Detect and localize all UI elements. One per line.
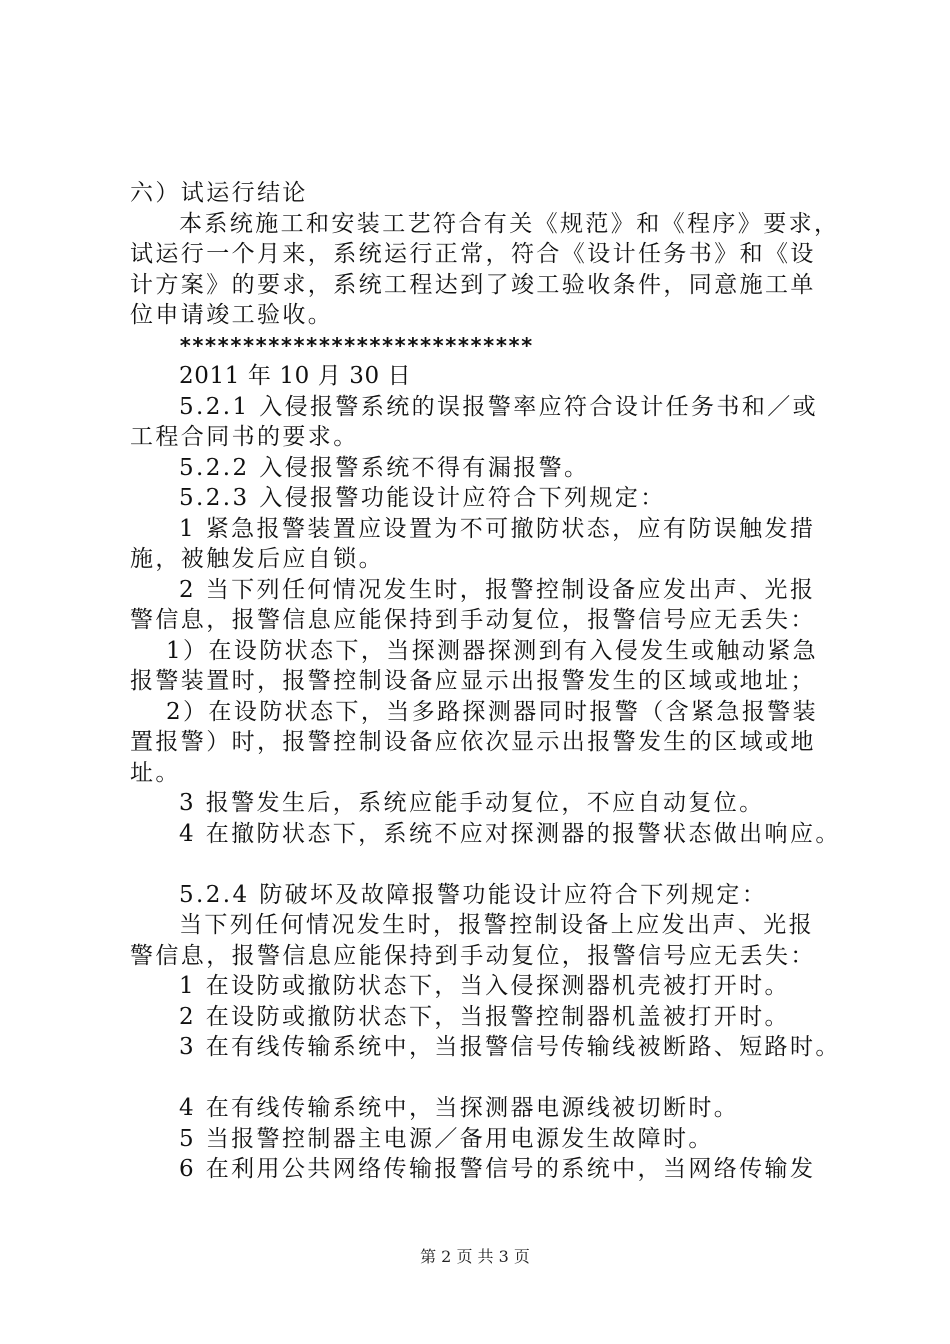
paragraph-line: 5.2.3 入侵报警功能设计应符合下列规定：: [179, 485, 666, 511]
paragraph-line: 4 在撤防状态下，系统不应对探测器的报警状态做出响应。: [179, 820, 841, 847]
paragraph-line: 址。: [130, 759, 181, 786]
paragraph-line: 5 当报警控制器主电源／备用电源发生故障时。: [179, 1125, 714, 1152]
paragraph-line: 当下列任何情况发生时，报警控制设备上应发出声、光报: [179, 912, 814, 938]
paragraph-line: 5.2.1 入侵报警系统的误报警率应符合设计任务书和／或: [179, 393, 819, 420]
paragraph-line: 2 当下列任何情况发生时，报警控制设备应发出声、光报: [179, 576, 816, 603]
paragraph-line: 施，被触发后应自锁。: [130, 546, 384, 572]
paragraph-line: 6 在利用公共网络传输报警信号的系统中，当网络传输发: [179, 1156, 816, 1182]
paragraph-line: 试运行一个月来，系统运行正常，符合《设计任务书》和《设: [130, 241, 816, 267]
paragraph-line: 5.2.2 入侵报警系统不得有漏报警。: [179, 454, 590, 481]
blank-line: [130, 849, 842, 880]
paragraph-line: 计方案》的要求，系统工程达到了竣工验收条件，同意施工单: [130, 271, 816, 298]
page-number-footer: 第 2 页 共 3 页: [420, 1247, 530, 1266]
document-body: [130, 178, 842, 1185]
paragraph-line: 警信息，报警信息应能保持到手动复位，报警信号应无丢失：: [130, 942, 816, 969]
paragraph-line: 5.2.4 防破坏及故障报警功能设计应符合下列规定：: [179, 881, 768, 908]
paragraph-line: 1 紧急报警装置应设置为不可撤防状态，应有防误触发措: [179, 515, 816, 542]
paragraph-line: 4 在有线传输系统中，当探测器电源线被切断时。: [179, 1095, 740, 1121]
paragraph-line: 1）在设防状态下，当探测器探测到有入侵发生或触动紧急: [166, 637, 819, 664]
paragraph-line: 警信息，报警信息应能保持到手动复位，报警信号应无丢失：: [130, 607, 816, 633]
paragraph-line: 置报警）时，报警控制设备应依次显示出报警发生的区域或地: [130, 729, 816, 755]
paragraph-line: 3 报警发生后，系统应能手动复位，不应自动复位。: [179, 790, 765, 816]
paragraph-line: 工程合同书的要求。: [130, 424, 359, 450]
paragraph-line: 2 在设防或撤防状态下，当报警控制器机盖被打开时。: [179, 1003, 790, 1030]
paragraph-line: 本系统施工和安装工艺符合有关《规范》和《程序》要求，: [179, 210, 840, 237]
paragraph-line: 位申请竣工验收。: [130, 302, 334, 328]
separator-stars: ****************************: [179, 333, 534, 358]
paragraph-line: 3 在有线传输系统中，当报警信号传输线被断路、短路时。: [179, 1034, 841, 1060]
paragraph-line: 2）在设防状态下，当多路探测器同时报警（含紧急报警装: [166, 698, 819, 725]
section-heading: 六）试运行结论: [130, 180, 308, 206]
blank-line: [130, 1063, 842, 1094]
paragraph-line: 1 在设防或撤防状态下，当入侵探测器机壳被打开时。: [179, 973, 790, 999]
date-line: 2011 年 10 月 30 日: [179, 363, 412, 389]
paragraph-line: 报警装置时，报警控制设备应显示出报警发生的区域或地址；: [130, 668, 816, 694]
